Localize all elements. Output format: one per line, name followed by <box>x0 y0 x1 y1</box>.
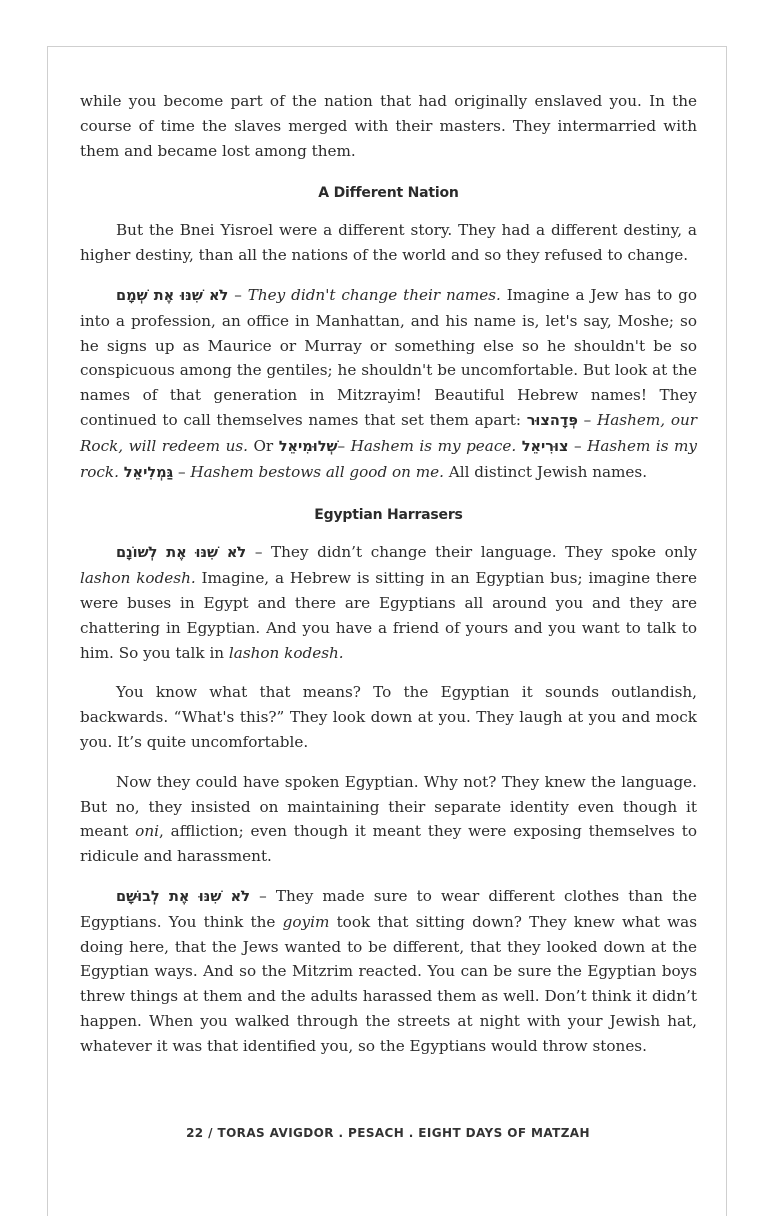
book-page <box>47 46 727 1216</box>
hebrew-name-shelumiel: שְׁלוּמִיאֵל <box>278 438 338 455</box>
paragraph-7 <box>80 884 697 1059</box>
italic-run: Hashem is my peace. <box>350 436 517 455</box>
paragraph-4 <box>80 540 697 665</box>
hebrew-name-tzuriel: צוּרִיאֵל <box>521 438 569 455</box>
paragraph-2-text: But the Bnei Yisroel were a different story. They had a different destiny, a higher destiny, than all the nations of the world and so they refused to change. <box>80 221 697 265</box>
paragraph-1-text: while you become part of the nation that had originally enslaved you. In the course of time the slaves merged with their masters. They intermarried with them and became lost among them. <box>80 92 697 160</box>
italic-run: Hashem, our Rock, will redeem us. <box>80 410 698 455</box>
text-run: Imagine, a Hebrew is sitting in an Egyptian bus; imagine there were buses in Egypt and there are Egyptians all around you and they are chattering in Egyptian. And you have a friend of yours and you want to talk to him. So you talk in <box>80 569 697 662</box>
italic-run: lashon kodesh. <box>80 569 196 588</box>
text-run: took that sitting down? They knew what was doing here, that the Jews wanted to be different, that they looked down at the Egyptian ways. And so the Mitzrim reacted. You can be sure the Egyptian boys threw things at them and the adults harassed them as well. Don’t think it didn’t happen. When you walked through the streets at night with your Jewish hat, whatever it was that identified you, so the Egyptians would throw stones. <box>80 912 697 1055</box>
italic-run: goyim <box>282 912 330 931</box>
hebrew-name-pedahtzur: פְּדָהצוּר <box>526 412 578 429</box>
paragraph-2 <box>80 218 697 268</box>
hebrew-name-gamliel: גַּמְלִיאֵל <box>123 464 174 481</box>
text-run: – They made sure to wear different clothes than the Egyptians. You think the <box>80 886 697 931</box>
text-run: – <box>568 436 588 455</box>
text-run: – <box>577 410 597 429</box>
italic-run: Hashem bestows all good on me. <box>190 462 444 481</box>
paragraph-5-text: You know what that means? To the Egyptian it sounds outlandish, backwards. “What's this?” They look down at you. They laugh at you and mock you. It’s quite uncomfortable. <box>80 683 697 751</box>
text-run: – <box>173 462 191 481</box>
page-content <box>80 89 697 1074</box>
hebrew-quote-names: לֹא שִׁנּוּ אֶת שְׁמָם <box>116 287 229 304</box>
page-footer: 22 / TORAS AVIGDOR . PESACH . EIGHT DAYS OF MATZAH <box>186 1126 590 1140</box>
text-run: , affliction; even though it meant they were exposing themselves to ridicule and harassment. <box>80 822 697 866</box>
hebrew-quote-clothing: לֹא שִׁנּוּ אֶת לְבוּשָׁם <box>116 888 251 905</box>
italic-run: oni <box>135 822 159 841</box>
paragraph-1 <box>80 89 697 163</box>
text-run: All distinct Jewish names. <box>443 462 648 481</box>
text-run: – They didn’t change their language. They spoke only <box>246 543 698 562</box>
italic-run: Hashem is my rock. <box>80 436 698 481</box>
section-heading-different-nation: A Different Nation <box>318 185 459 202</box>
paragraph-3 <box>80 283 697 485</box>
text-run: – <box>337 436 351 455</box>
text-run: Or <box>247 436 279 455</box>
hebrew-quote-language: לֹא שִׁנּוּ אֶת לְשׁוֹנָם <box>116 545 247 562</box>
text-run: Now they could have spoken Egyptian. Why not? They knew the language. But no, they insisted on maintaining their separate identity even though it meant <box>80 772 697 841</box>
italic-run: lashon kodesh. <box>228 643 344 662</box>
text-run: – <box>228 285 248 304</box>
paragraph-6 <box>80 770 697 869</box>
paragraph-5 <box>80 680 697 754</box>
section-heading-egyptian-harrasers: Egyptian Harrasers <box>314 507 463 524</box>
italic-run: They didn't change their names. <box>247 285 501 304</box>
text-run: Imagine a Jew has to go into a profession, an office in Manhattan, and his name is, let's say, Moshe; so he signs up as Maurice or Murray or something else so he shouldn't be so conspicuous among the gentiles; he shouldn't be uncomfortable. But look at the names of that generation in Mitzrayim! Beautiful Hebrew names! They continued to call themselves names that set them apart: <box>80 285 698 429</box>
